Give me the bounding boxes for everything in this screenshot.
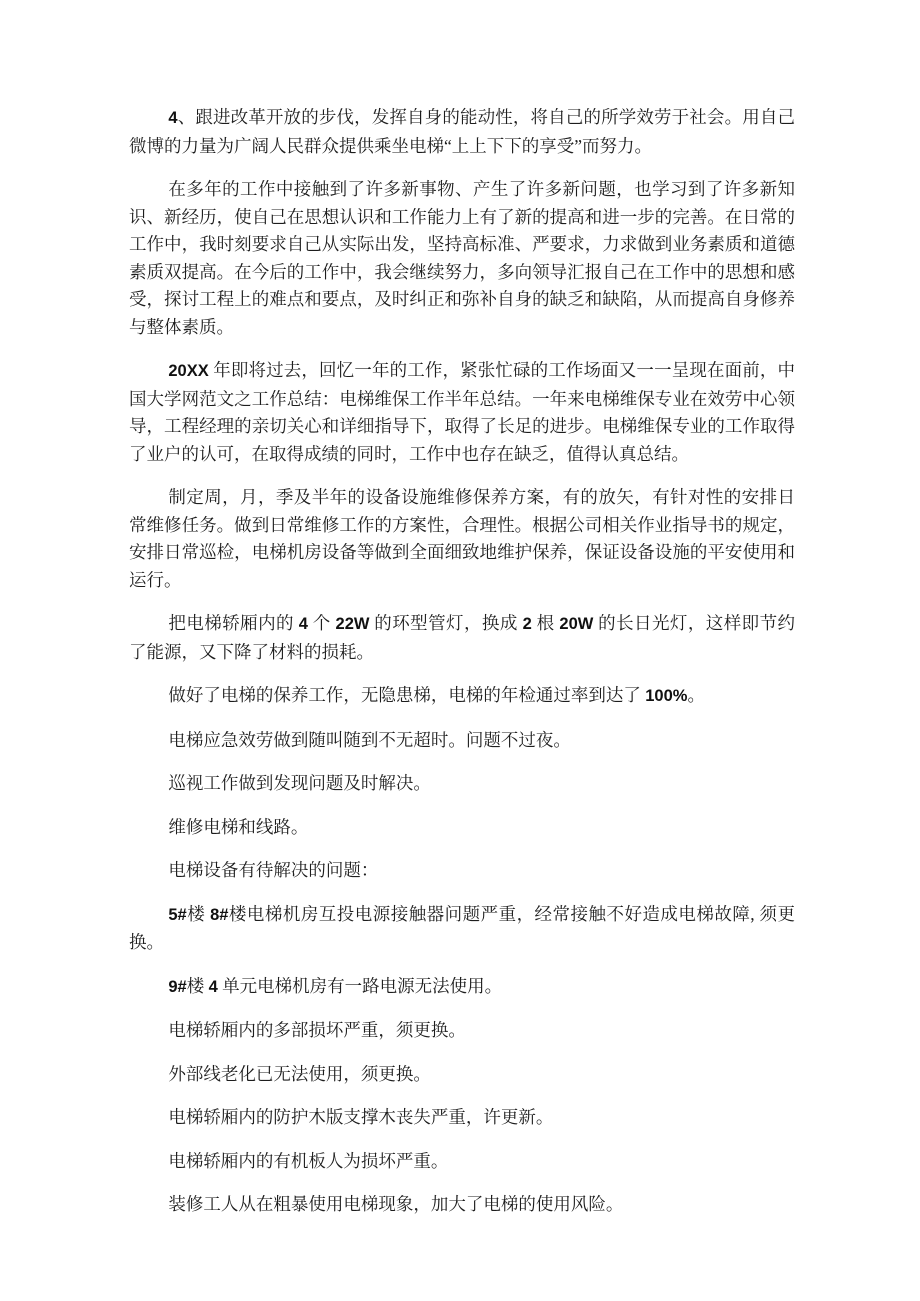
text-run: 。 <box>687 685 705 705</box>
bold-run: 22W <box>335 615 370 633</box>
text-run: 巡视工作做到发现问题及时解决。 <box>168 773 431 793</box>
text-run: 的长日光灯，这样即节约了能源，又下降了材料的损耗。 <box>129 613 796 662</box>
text-run: 单元电梯机房有一路电源无法使用。 <box>217 975 503 996</box>
paragraph <box>129 1191 795 1219</box>
text-run: 外部线老化已无法使用，须更换。 <box>168 1063 431 1084</box>
paragraph <box>129 901 795 957</box>
text-run: 根 <box>531 613 560 633</box>
bold-run: 9# <box>168 977 187 996</box>
text-run: 电梯设备有待解决的问题： <box>168 860 379 880</box>
text-run: 楼 <box>186 903 211 924</box>
text-run: 、跟进改革开放的步伐，发挥自身的能动性，将自己的所学效劳于社会。用自己微博的力量为广阔人民群众提供乘坐电梯“上上下下的享受”而努力。 <box>129 107 795 156</box>
bold-run: 20XX <box>168 362 209 380</box>
bold-run: 8# <box>210 905 229 924</box>
paragraph <box>129 484 795 594</box>
paragraph <box>129 104 795 160</box>
paragraph <box>129 1061 795 1089</box>
paragraph <box>129 682 795 711</box>
bold-run: 2 <box>522 615 532 633</box>
bold-run: 4 <box>208 977 218 996</box>
text-run: 楼电梯机房互投电源接触器问题严重，经常接触不好造成电梯故障, 须更换。 <box>129 903 796 952</box>
bold-run: 4 <box>168 109 178 127</box>
paragraph <box>129 727 795 755</box>
paragraph <box>129 973 795 1002</box>
paragraph <box>129 857 795 885</box>
text-run: 个 <box>307 613 336 633</box>
paragraph <box>129 176 795 341</box>
paragraph <box>129 814 795 842</box>
text-run: 制定周，月，季及半年的设备设施维修保养方案，有的放矢，有针对性的安排日常维修任务。做到日常维修工作的方案性，合理性。根据公司相关作业指导书的规定，安排日常巡检，电梯机房设备等做到全面细致地维护保养，保证设备设施的平安使用和运行。 <box>129 487 795 590</box>
paragraph <box>129 1148 795 1176</box>
text-run: 维修电梯和线路。 <box>168 816 309 837</box>
paragraph <box>129 770 795 798</box>
text-run: 把电梯轿厢内的 <box>168 613 299 633</box>
text-run: 电梯轿厢内的防护木版支撑木丧失严重，许更新。 <box>168 1107 554 1127</box>
bold-run: 5# <box>168 905 187 924</box>
text-run: 楼 <box>186 975 209 996</box>
bold-run: 20W <box>559 615 594 633</box>
text-run: 的环型管灯，换成 <box>369 613 523 633</box>
paragraph <box>129 357 795 468</box>
paragraph <box>129 1104 795 1132</box>
paragraph <box>129 1017 795 1045</box>
text-run: 电梯应急效劳做到随叫随到不无超时。问题不过夜。 <box>168 729 571 750</box>
text-run: 电梯轿厢内的有机板人为损坏严重。 <box>168 1150 449 1171</box>
bold-run: 100% <box>645 687 688 705</box>
text-run: 做好了电梯的保养工作，无隐患梯，电梯的年检通过率到达了 <box>168 685 646 705</box>
text-run: 装修工人从在粗暴使用电梯现象，加大了电梯的使用风险。 <box>168 1194 624 1214</box>
bold-run: 4 <box>298 615 308 633</box>
text-run: 电梯轿厢内的多部损坏严重，须更换。 <box>168 1020 466 1040</box>
text-run: 年即将过去，回忆一年的工作，紧张忙碌的工作场面又一一呈现在面前，中国大学网范文之工作总结：电梯维保工作半年总结。一年来电梯维保专业在效劳中心领导，工程经理的亲切关心和详细指导下，取得了长足的进步。电梯维保专业的工作取得了业户的认可，在取得成绩的同时，工作中也存在缺乏，值得认真总结。 <box>129 360 795 464</box>
paragraph <box>129 610 795 666</box>
text-run: 在多年的工作中接触到了许多新事物、产生了许多新问题，也学习到了许多新知识、新经历，使自己在思想认识和工作能力上有了新的提高和进一步的完善。在日常的工作中，我时刻要求自己从实际出发，坚持高标准、严要求，力求做到业务素质和道德素质双提高。在今后的工作中，我会继续努力，多向领导汇报自己在工作中的思想和感受，探讨工程上的难点和要点，及时纠正和弥补自身的缺乏和缺陷，从而提高自身修养与整体素质。 <box>129 179 795 337</box>
